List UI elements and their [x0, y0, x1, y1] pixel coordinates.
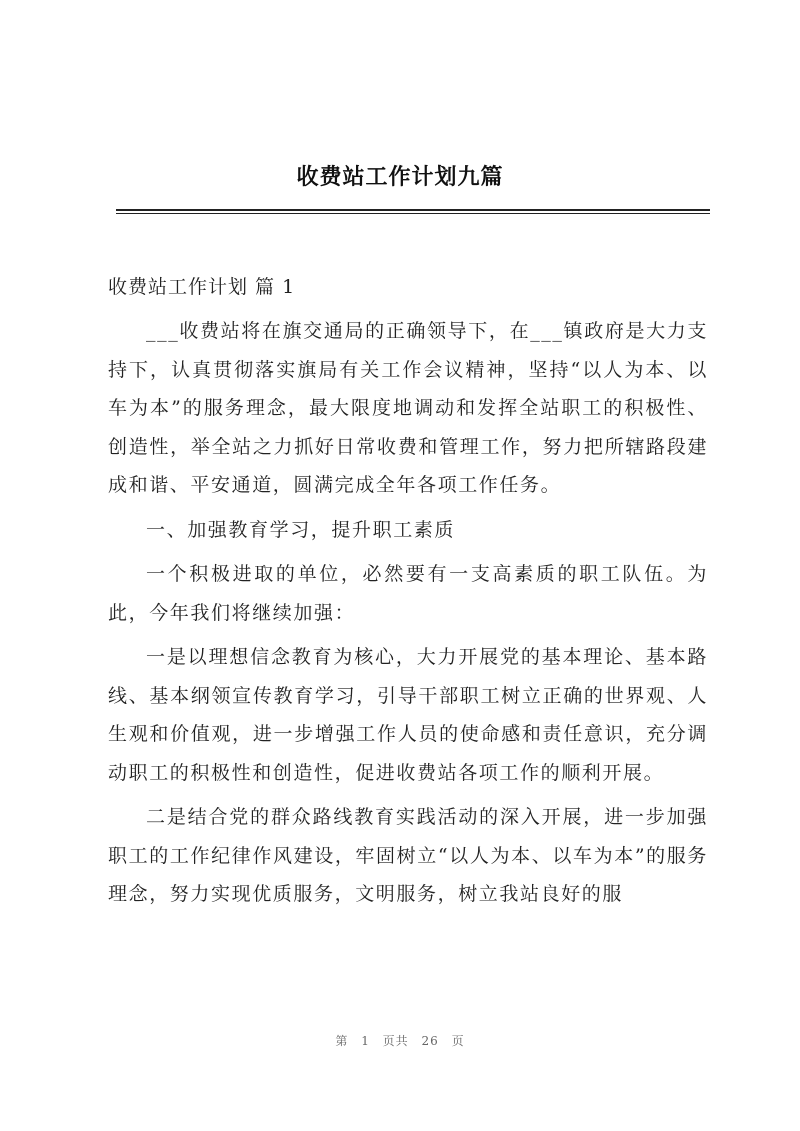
section-heading: 收费站工作计划 篇 1: [108, 276, 296, 298]
footer-label-of: 页共: [382, 1034, 409, 1048]
page-footer: [0, 1032, 800, 1049]
paragraph-team: 一个积极进取的单位，必然要有一支高素质的职工队伍。为此，今年我们将继续加强：: [108, 563, 708, 624]
footer-label-end: 页: [451, 1034, 465, 1048]
paragraph-point-one: 一是以理想信念教育为核心，大力开展党的基本理论、基本路线、基本纲领宣传教育学习，引导干部职工树立正确的世界观、人生观和价值观，进一步增强工作人员的使命感和责任意识，充分调动职工的积极性和创造性，促进收费站各项工作的顺利开展。: [108, 646, 708, 784]
document-body: [108, 268, 708, 920]
title-divider-thick: [116, 209, 710, 211]
paragraph-subheading: 一、加强教育学习，提升职工素质: [146, 518, 456, 541]
footer-current-page: 1: [361, 1034, 370, 1048]
paragraph-point-two: 二是结合党的群众路线教育实践活动的深入开展，进一步加强职工的工作纪律作风建设，牢固树立“以人为本、以车为本”的服务理念，努力实现优质服务，文明服务，树立我站良好的服: [108, 806, 708, 905]
footer-total-pages: 26: [421, 1034, 439, 1048]
page-title: 收费站工作计划九篇: [296, 165, 504, 190]
title-divider-thin: [116, 213, 710, 214]
footer-label-page: 第: [335, 1034, 349, 1048]
paragraph-intro: ___收费站将在旗交通局的正确领导下，在___镇政府是大力支持下，认真贯彻落实旗局有关工作会议精神，坚持“以人为本、以车为本”的服务理念，最大限度地调动和发挥全站职工的积极性、创造性，举全站之力抓好日常收费和管理工作，努力把所辖路段建成和谐、平安通道，圆满完成全年各项工作任务。: [108, 320, 708, 496]
